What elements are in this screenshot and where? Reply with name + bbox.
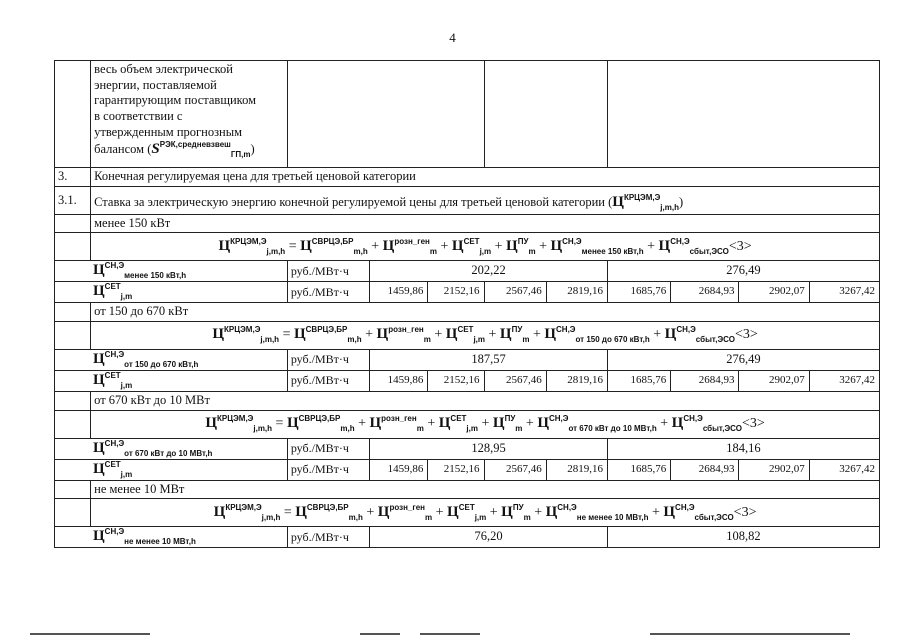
sn-symbol-sup: СН,Э [104,527,125,537]
formula-term-services-base: Ц [499,326,512,343]
formula-term-network-base: Ц [438,415,451,431]
formula-lhs-base: Ц [205,415,218,431]
formula-term-network-base: Ц [451,237,464,254]
section-title-row [55,303,880,322]
formula-term-services-base: Ц [492,415,505,431]
sn-value: 187,57 [370,349,608,370]
formula-term-sales-sub: сбыт,ЭСО [702,424,742,433]
row-3-1-label: Ставка за электрическую энергию конечной регулируемой цены для третьей ценовой категории ( [94,194,613,209]
formula-term-network-sup: СЕТ [458,502,475,512]
set-symbol [93,283,132,301]
formula-term-sales-sub: сбыт,ЭСО [695,335,735,345]
sn-value: 128,95 [370,438,608,459]
formula-term-wholesale-sup: СВРЦЭ,БР [305,325,348,335]
formula-term-sales-sup: СН,Э [675,502,695,512]
plus-sign: + [432,504,448,520]
formula-term-services-sub: m [528,246,536,256]
set-symbol-sup: СЕТ [104,459,121,469]
set-symbol-base: Ц [93,460,105,477]
equals-sign: = [279,327,294,343]
sn-symbol-sub: от 150 до 670 кВт,h [124,359,199,369]
set-value: 2567,46 [484,282,546,303]
formula-term-sn-sub: от 670 кВт до 10 МВт,h [568,424,657,433]
unit-label: руб./МВт·ч [287,370,369,391]
section-title: от 670 кВт до 10 МВт [91,391,880,410]
set-value: 1459,86 [370,370,428,391]
sn-symbol-sub: не менее 10 МВт,h [124,537,196,547]
page-number: 4 [449,30,456,45]
sn-symbol-sup: СН,Э [104,349,125,359]
formula-term-services-base: Ц [501,503,513,520]
formula-term-wholesale [300,238,368,256]
plus-sign: + [656,416,672,431]
formula-term-sales-sub: сбыт,ЭСО [689,246,729,256]
set-symbol [93,461,132,479]
set-value: 2684,93 [671,459,739,480]
formula-term-services [506,238,536,256]
formula-num-cell [55,321,91,349]
set-row [55,370,880,391]
price-formula [91,410,880,438]
sn-symbol-sup: СН,Э [104,261,125,271]
formula-term-wholesale [287,415,355,433]
formula-term-sales-sub: сбыт,ЭСО [694,512,734,522]
formula-lhs-sub: j,m,h [260,335,280,345]
formula-term-network-base: Ц [447,503,459,520]
formula-term-wholesale-base: Ц [286,415,299,431]
set-label-cell [55,282,288,303]
price-symbol [612,194,679,210]
set-value: 1459,86 [370,459,428,480]
plus-sign: + [423,416,439,431]
formula-row [55,233,880,261]
formula-term-retail-gen [370,415,424,433]
formula-term-sn-base: Ц [550,237,563,254]
formula-lhs-sup: КРЦЭМ,Э [224,325,261,335]
formula-lhs-sup: КРЦЭМ,Э [217,414,254,423]
plus-sign: + [649,327,665,343]
intro-line: весь объем электрической [94,62,233,76]
formula-term-network [446,326,485,344]
formula-lhs-base: Ц [218,237,231,254]
section-num-cell [55,303,91,322]
formula-lhs-base: Ц [212,326,225,343]
footnote-ref: <3> [733,504,757,520]
sn-symbol [93,440,212,458]
formula-term-sales-base: Ц [664,326,677,343]
sn-symbol-base: Ц [93,528,105,545]
formula-term-retail-gen-sup: розн_ген [388,325,424,335]
formula-term-retail-gen-base: Ц [382,237,395,254]
formula-term-sn [546,504,649,522]
section-num-cell [55,480,91,499]
formula-term-retail-gen [383,238,437,256]
plus-sign: + [436,238,452,254]
set-symbol-sup: СЕТ [104,282,121,292]
plus-sign: + [477,416,493,431]
set-value: 3267,42 [809,282,879,303]
plus-sign: + [643,238,659,254]
plus-sign: + [535,238,551,254]
formula-term-network-base: Ц [445,326,458,343]
intro-empty-cell [607,61,879,168]
formula-num-cell [55,410,91,438]
formula-term-network-sup: СЕТ [450,414,467,423]
formula-term-services-sup: ПУ [511,325,523,335]
set-value: 2684,93 [671,370,739,391]
page-bottom-edge [30,633,880,635]
sn-label-cell [55,349,288,370]
formula-num-cell [55,233,91,261]
set-value: 2567,46 [484,459,546,480]
row-3-1-num: 3.1. [55,186,91,214]
equals-sign: = [272,416,287,431]
formula-term-sales [659,238,729,256]
footnote-ref: <3> [728,238,752,254]
set-symbol-sub: j,m [120,469,133,479]
plus-sign: + [530,504,546,520]
plus-sign: + [430,327,446,343]
intro-empty-cell [287,61,484,168]
tariff-table [54,60,880,548]
formula-term-network-sub: j,m [474,512,487,522]
formula-term-wholesale [295,504,363,522]
sn-value: 108,82 [607,527,879,548]
formula-lhs [212,326,279,344]
section-title-row [55,214,880,233]
equals-sign: = [280,504,296,520]
sn-symbol [93,528,196,546]
intro-line [94,140,284,160]
formula-term-sn [544,326,649,344]
set-symbol [93,372,132,390]
intro-row [55,61,880,168]
unit-label: руб./МВт·ч [287,438,369,459]
sn-row [55,349,880,370]
section-num-cell [55,214,91,233]
formula-term-services [493,415,523,433]
footnote-ref: <3> [741,416,765,431]
sn-symbol-sub: от 670 кВт до 10 МВт,h [124,448,213,458]
set-value: 1685,76 [607,459,670,480]
formula-term-retail-gen-sub: m [429,246,437,256]
formula-term-services-sup: ПУ [517,236,529,246]
formula-term-wholesale-sup: СВРЦЭ,БР [306,502,349,512]
unit-label: руб./МВт·ч [287,261,369,282]
set-value: 2902,07 [739,282,809,303]
price-formula [91,321,880,349]
formula-term-retail-gen [377,326,431,344]
sn-value: 76,20 [370,527,608,548]
set-symbol-sup: СЕТ [104,370,121,380]
set-label-cell [55,459,288,480]
set-value: 2152,16 [428,282,484,303]
set-symbol-sub: j,m [120,292,133,302]
formula-term-network-sup: СЕТ [457,325,474,335]
formula-term-wholesale-base: Ц [295,503,307,520]
formula-term-services [500,326,530,344]
intro-line: в соответствии с [94,108,183,123]
set-value: 2152,16 [428,370,484,391]
sn-symbol [93,351,198,369]
sn-symbol-sup: СН,Э [104,438,125,448]
plus-sign: + [361,327,377,343]
formula-term-network [452,238,491,256]
row-3-1-text [91,186,880,214]
formula-lhs-sup: КРЦЭМ,Э [230,236,267,246]
plus-sign: + [362,504,378,520]
formula-num-cell [55,499,91,527]
formula-term-sales-sup: СН,Э [670,236,690,246]
formula-term-sn-sup: СН,Э [556,325,576,335]
formula-term-network-sub: j,m [479,246,492,256]
section-num-cell [55,391,91,410]
price-symbol-sub: j,m,h [660,202,679,212]
sn-label-cell [55,527,288,548]
formula-term-services-sub: m [523,512,531,522]
row-3-num: 3. [55,168,91,187]
formula-lhs [214,504,281,522]
formula-term-wholesale-sub: m,h [353,246,368,256]
sn-value: 184,16 [607,438,879,459]
formula-term-retail-gen-sub: m [423,335,431,345]
balance-symbol [151,140,251,160]
sn-symbol-base: Ц [93,439,105,456]
formula-row [55,410,880,438]
formula-term-wholesale-base: Ц [300,237,312,254]
sn-symbol-base: Ц [93,350,105,367]
formula-term-sn-base: Ц [544,326,557,343]
set-value: 2567,46 [484,370,546,391]
sn-value: 202,22 [370,261,608,282]
formula-term-services-sub: m [515,424,523,433]
unit-label: руб./МВт·ч [287,349,369,370]
formula-term-network-sup: СЕТ [463,236,480,246]
formula-term-services-base: Ц [506,237,518,254]
unit-label: руб./МВт·ч [287,282,369,303]
plus-sign: + [486,504,502,520]
formula-term-sales-base: Ц [663,503,676,520]
sn-symbol-base: Ц [93,262,105,279]
formula-term-retail-gen-sub: m [416,424,424,433]
formula-term-network-sub: j,m [473,335,485,345]
set-value: 3267,42 [809,370,879,391]
equals-sign: = [285,238,301,254]
formula-term-retail-gen-sup: розн_ген [389,502,425,512]
formula-term-network [447,504,486,522]
set-label-cell [55,370,288,391]
intro-suffix: ) [250,142,255,157]
formula-term-wholesale-sup: СВРЦЭ,БР [298,414,341,423]
formula-term-wholesale [294,326,362,344]
formula-term-retail-gen-base: Ц [377,503,390,520]
formula-term-sn-sup: СН,Э [562,236,582,246]
formula-term-sn-base: Ц [537,415,549,431]
set-value: 3267,42 [809,459,879,480]
sn-label-cell [55,438,288,459]
sn-row [55,261,880,282]
formula-term-wholesale-base: Ц [293,326,306,343]
footnote-ref: <3> [734,327,758,343]
sn-row [55,438,880,459]
formula-term-retail-gen-base: Ц [369,415,382,431]
formula-term-retail-gen-sub: m [425,512,433,522]
sn-symbol [93,262,186,280]
plus-sign: + [491,238,507,254]
section-title: менее 150 кВт [91,214,880,233]
formula-lhs-base: Ц [213,503,226,520]
section-title-row [55,391,880,410]
formula-term-sales-sup: СН,Э [683,414,703,423]
set-value: 2902,07 [739,459,809,480]
sn-row [55,527,880,548]
set-value: 2684,93 [671,282,739,303]
formula-row [55,499,880,527]
intro-line: утвержденным прогнозным [94,124,243,139]
sn-label-cell [55,261,288,282]
unit-label: руб./МВт·ч [287,459,369,480]
formula-term-retail-gen-sup: розн_ген [394,236,430,246]
set-symbol-sub: j,m [120,380,133,390]
balance-symbol-base: S [151,141,160,158]
formula-term-sales-base: Ц [658,237,671,254]
section-title: от 150 до 670 кВт [91,303,880,322]
formula-lhs-sup: КРЦЭМ,Э [225,502,262,512]
formula-lhs [205,415,272,433]
set-symbol-base: Ц [93,371,105,388]
row-3 [55,168,880,187]
sn-value: 276,49 [607,261,879,282]
formula-term-sn-base: Ц [545,503,558,520]
formula-lhs-sub: j,m,h [253,424,273,433]
set-symbol-base: Ц [93,283,105,300]
row-3-1-suffix: ) [678,194,684,209]
set-value: 1685,76 [607,370,670,391]
set-value: 2819,16 [546,282,607,303]
formula-lhs-sub: j,m,h [266,246,286,256]
sn-symbol-sub: менее 150 кВт,h [124,271,187,281]
sn-value: 276,49 [607,349,879,370]
formula-term-services-sub: m [522,335,530,345]
plus-sign: + [522,416,538,431]
set-row [55,459,880,480]
set-value: 1459,86 [370,282,428,303]
balance-symbol-sub: ГП,m [230,150,251,160]
set-value: 2819,16 [546,370,607,391]
formula-lhs-sub: j,m,h [261,512,281,522]
formula-term-sales [665,326,735,344]
formula-term-retail-gen-base: Ц [376,326,389,343]
unit-label: руб./МВт·ч [287,527,369,548]
intro-empty-cell [484,61,607,168]
plus-sign: + [648,504,664,520]
formula-term-sn [537,415,656,433]
formula-term-sn [550,238,643,256]
plus-sign: + [367,238,383,254]
set-value: 1685,76 [607,282,670,303]
plus-sign: + [529,327,545,343]
formula-term-services-sup: ПУ [504,414,516,423]
price-symbol-base: Ц [612,193,624,210]
formula-term-wholesale-sub: m,h [340,424,355,433]
formula-lhs [219,238,286,256]
set-value: 2152,16 [428,459,484,480]
intro-prefix: балансом ( [94,142,152,157]
formula-term-network [439,415,478,433]
formula-term-sn-sub: не менее 10 МВт,h [576,512,649,522]
formula-term-network-sub: j,m [466,424,478,433]
formula-term-retail-gen [378,504,432,522]
section-title: не менее 10 МВт [91,480,880,499]
formula-term-sn-sub: менее 150 кВт,h [581,246,644,256]
formula-term-sn-sup: СН,Э [549,414,569,423]
formula-term-wholesale-sup: СВРЦЭ,БР [311,236,354,246]
set-value: 2819,16 [546,459,607,480]
formula-term-wholesale-sub: m,h [348,512,363,522]
intro-line: гарантирующим поставщиком [94,93,257,108]
price-formula [91,233,880,261]
intro-line: энергии, поставляемой [94,77,217,92]
balance-symbol-sup: РЭК,средневзвеш [159,140,231,150]
formula-term-services [501,504,531,522]
set-value: 2902,07 [739,370,809,391]
formula-term-sn-sub: от 150 до 670 кВт,h [575,335,650,345]
set-row [55,282,880,303]
row-3-1 [55,186,880,214]
plus-sign: + [354,416,370,431]
row-3-text: Конечная регулируемая цена для третьей ценовой категории [91,168,880,187]
formula-term-sales [672,415,742,433]
formula-term-retail-gen-sup: розн_ген [381,414,417,423]
formula-row [55,321,880,349]
formula-term-sn-sup: СН,Э [557,502,577,512]
formula-term-wholesale-sub: m,h [347,335,362,345]
formula-term-sales [663,504,733,522]
formula-term-sales-sup: СН,Э [676,325,696,335]
formula-term-services-sup: ПУ [512,502,524,512]
formula-term-sales-base: Ц [671,415,684,431]
section-title-row [55,480,880,499]
intro-text-cell [91,61,288,168]
plus-sign: + [485,327,500,343]
price-formula [91,499,880,527]
price-symbol-sup: КРЦЭМ,Э [623,192,661,202]
intro-num-cell [55,61,91,168]
